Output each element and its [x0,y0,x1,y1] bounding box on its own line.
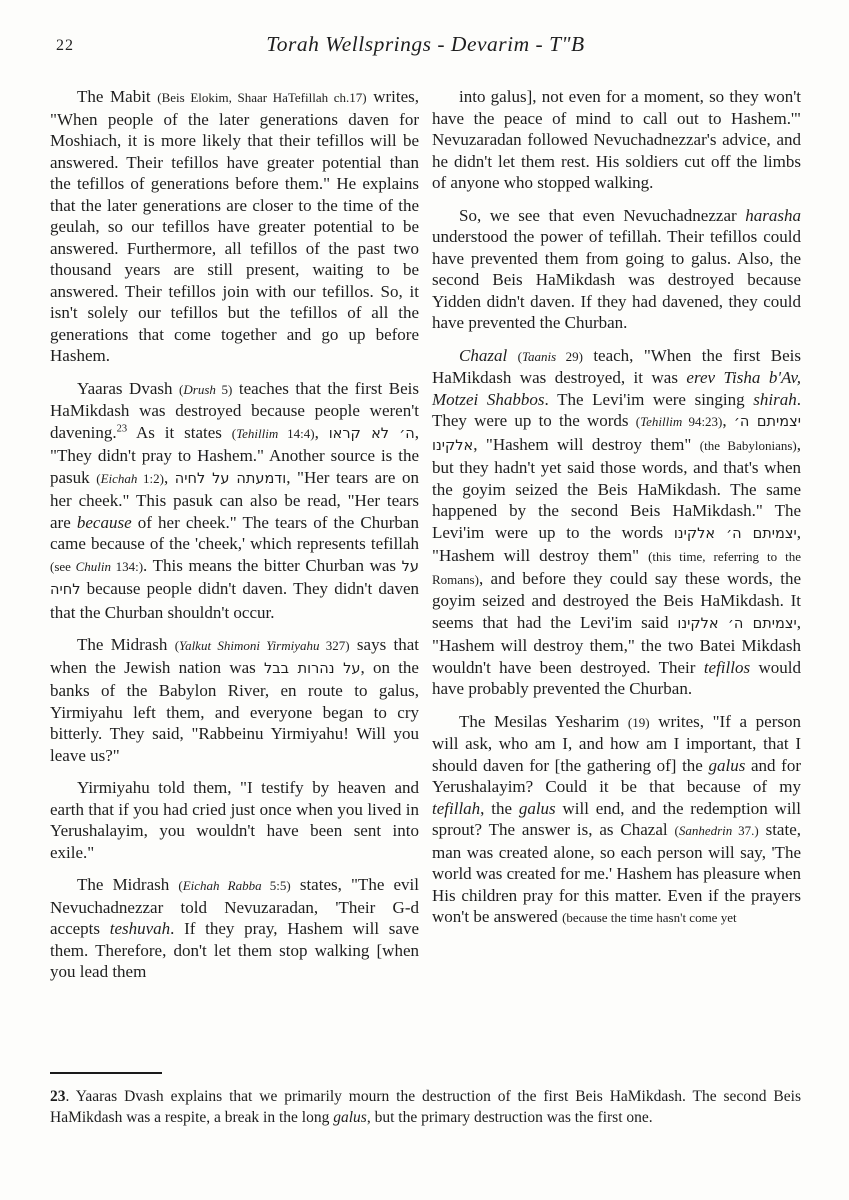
text-segment: (this time, referring to the Romans) [432,549,801,587]
text-segment: (because the time hasn't come yet [562,910,737,925]
text-segment: , but they hadn't yet said those words, and that's when the goyim seized the Beis HaMikdash. The same happened by the second Beis HaMikdash." The Levi'im were up to the words [432,434,801,542]
text-segment: because [76,512,132,532]
text-segment: . The Levi'im were singing [544,389,754,409]
hebrew-phrase: ודמעתה על לחיה [174,470,287,487]
text-segment: says that when the Jewish nation was [50,635,419,677]
text-segment: galus [518,798,556,818]
hebrew-phrase: על לחיה [50,558,419,598]
text-segment: Eichah Rabba [182,878,262,893]
text-segment: Chazal [459,345,518,365]
text-segment: 134:) [110,558,144,574]
paragraph [432,86,801,194]
text-segment: ( [635,414,641,429]
hebrew-phrase: יצמיתם ה׳ אלקינו [673,525,797,542]
text-segment: into galus], not even for a moment, so they won't have the peace of mind to call out to Hashem.'" Nevuzaradan followed Nevuchadnezzar's advice, and he didn't let them rest. His soldiers cut off the limbs of anyone who stopped walking. [432,87,801,192]
text-segment: Chulin [75,558,111,574]
text-segment: 23 [50,1088,66,1105]
text-segment: would have probably prevented the Churban. [432,657,801,698]
text-segment: (19) [627,714,650,730]
text-segment: 14:4) [278,425,315,441]
text-segment: Tehillim [640,414,683,429]
text-segment: 94:23) [682,414,723,429]
left-column [50,86,419,1084]
text-segment: teaches that the first Beis HaMikdash was destroyed because people weren't davening. [50,378,419,442]
paragraph [50,86,419,367]
text-segment: ( [178,878,183,893]
text-segment: , "Hashem will destroy them" [432,522,801,565]
text-segment: because people didn't daven. They didn't daven that the Churban shouldn't occur. [50,579,419,622]
page-number: 22 [56,37,74,54]
hebrew-phrase: יצמיתם ה׳ אלקינו [432,414,801,454]
text-segment: , and before they could say these words, the goyim seized and destroyed the Beis HaMikdash. It seems that had the Levi'im said [432,568,801,632]
text-segment: state, man was created alone, so each person will say, 'The world was created for me.' Hashem has pleasure when His children pray for this matter. Even if the prayers won't be answered [432,820,801,926]
text-segment: Eichah [100,470,138,486]
text-segment: ( [231,425,237,441]
text-segment: . If they pray, Hashem will save them. Therefore, don't let them stop walking [when you lead them [50,919,419,981]
text-segment: , "Hashem will destroy them," the two Batei Mikdash wouldn't have been destroyed. Their [432,612,801,677]
text-segment: of her cheek." The tears of the Churban came because of the 'cheek,' which represents tefillah [50,512,419,553]
text-segment: So, we see that even Nevuchadnezzar [459,205,746,225]
text-segment: Tehillim [236,425,279,441]
text-segment: ( [674,823,679,838]
text-segment: teshuvah [109,919,171,938]
text-segment: shirah [753,389,797,409]
hebrew-phrase: ה׳ לא קראו [328,425,415,442]
text-segment: states, "The evil Nevuchadnezzar told Nevuzaradan, 'Their G-d accepts [50,875,419,938]
text-segment: The Midrash [77,875,179,894]
text-segment: , [314,422,329,442]
text-segment: 23 [116,422,128,434]
paragraph [50,634,419,766]
text-segment: galus [708,755,746,775]
text-segment: , "Her tears are on her cheek." This pasuk can also be read, "Her tears are [50,467,420,532]
text-segment: will end, and the redemption will sprout? The answer is, as Chazal [432,798,801,839]
text-segment: The Midrash [77,635,175,654]
page-title: Torah Wellsprings - Devarim - T"B [266,32,585,56]
text-segment: ( [174,638,180,653]
paragraph [432,345,801,700]
hebrew-phrase: על נהרות בבל [264,660,361,677]
text-segment: harasha [745,205,801,225]
text-segment: 5:5) [261,878,291,893]
text-segment: 327) [319,638,350,653]
text-segment: 1:2) [137,470,164,486]
text-segment: tefillos [703,657,751,677]
text-segment: 5) [215,381,233,397]
text-segment: As it states [127,422,232,442]
text-segment: ( [96,470,101,486]
paragraph [50,378,419,624]
text-segment: writes, "If a person will ask, who am I, and how am I important, that I should daven for [the gathering of] the [432,711,801,775]
paragraph [50,777,419,863]
footnote-separator [50,1072,162,1074]
text-segment: teach, "When the first Beis HaMikdash was destroyed, it was [432,345,801,387]
text-segment: , but the primary destruction was the first one. [366,1109,653,1126]
text-segment: , "Hashem will destroy them" [473,434,700,454]
paragraph [432,205,801,334]
text-segment: 37.) [732,823,759,838]
text-segment: (see [50,558,76,574]
text-segment: , [722,411,734,430]
text-segment: The Mabit [77,87,158,106]
text-segment: Yirmiyahu told them, "I testify by heaven and earth that if you had cried just once when you lived in Yerushalayim, you wouldn't have been sent into exile." [50,778,419,862]
text-segment: . This means the bitter Churban was [143,555,402,575]
two-column-text [50,86,801,1084]
text-segment: , [163,467,175,487]
text-segment: Yalkut Shimoni Yirmiyahu [179,638,320,653]
text-segment: (Beis Elokim, Shaar HaTefillah ch.17) [157,90,367,105]
text-segment: . They were up to the words [432,389,801,430]
text-segment: The Mesilas Yesharim [459,711,628,731]
footnote-text [50,1086,801,1128]
paragraph [432,711,801,929]
text-segment: ( [179,381,184,397]
text-segment: erev Tisha b'Av, Motzei Shabbos [432,368,801,409]
text-segment: . Yaaras Dvash explains that we primarily mourn the destruction of the first Beis HaMikdash. The second Beis HaMikdash was a respite, a break in the long [50,1088,801,1126]
text-segment: 29) [556,348,583,364]
text-segment: Drush [183,381,216,397]
text-segment: (the Babylonians) [699,437,797,453]
text-segment: understood the power of tefillah. Their tefillos could have prevented them from going to galus. Also, the second Beis HaMikdash was destroyed because Yidden didn't daven. If they had davened, they could have prevented the Churban. [432,227,801,332]
text-segment: galus [333,1109,367,1126]
text-segment: and for Yerushalayim? Could it be that because of my [432,755,801,796]
right-column [432,86,801,1084]
text-segment: Sanhedrin [678,823,733,838]
text-segment: Taanis [521,348,557,364]
text-segment: Yaaras Dvash [77,378,180,398]
text-segment: , on the banks of the Babylon River, en route to galus, Yirmiyahu left them, and everyone began to cry bitterly. They said, "Rabbeinu Yirmiyahu! Will you leave us?" [50,657,419,765]
text-segment: tefillah [432,798,481,818]
hebrew-phrase: יצמיתם ה׳ אלקינו [677,615,797,632]
page-header [50,32,801,62]
footnote-area [50,1072,801,1128]
text-segment: ( [517,348,522,364]
text-segment: writes, "When people of the later generations daven for Moshiach, it is more likely that their tefillos will be answered. Their tefillos have greater potential than the tefillos of generations before them." He explains that the later generations are closer to the time of the geulah, so our tefillos have greater potential to be answered. Furthermore, all tefillos of the past two thousand years are still present, waiting to be answered. Their tefillos join with our tefillos. So, it isn't solely our tefillos but the tefillos of all the generations that come together and go up before Hashem. [50,87,419,365]
text-segment: , the [480,798,519,818]
text-segment: , "They didn't pray to Hashem." Another source is the pasuk [50,422,420,487]
paragraph [50,874,419,983]
